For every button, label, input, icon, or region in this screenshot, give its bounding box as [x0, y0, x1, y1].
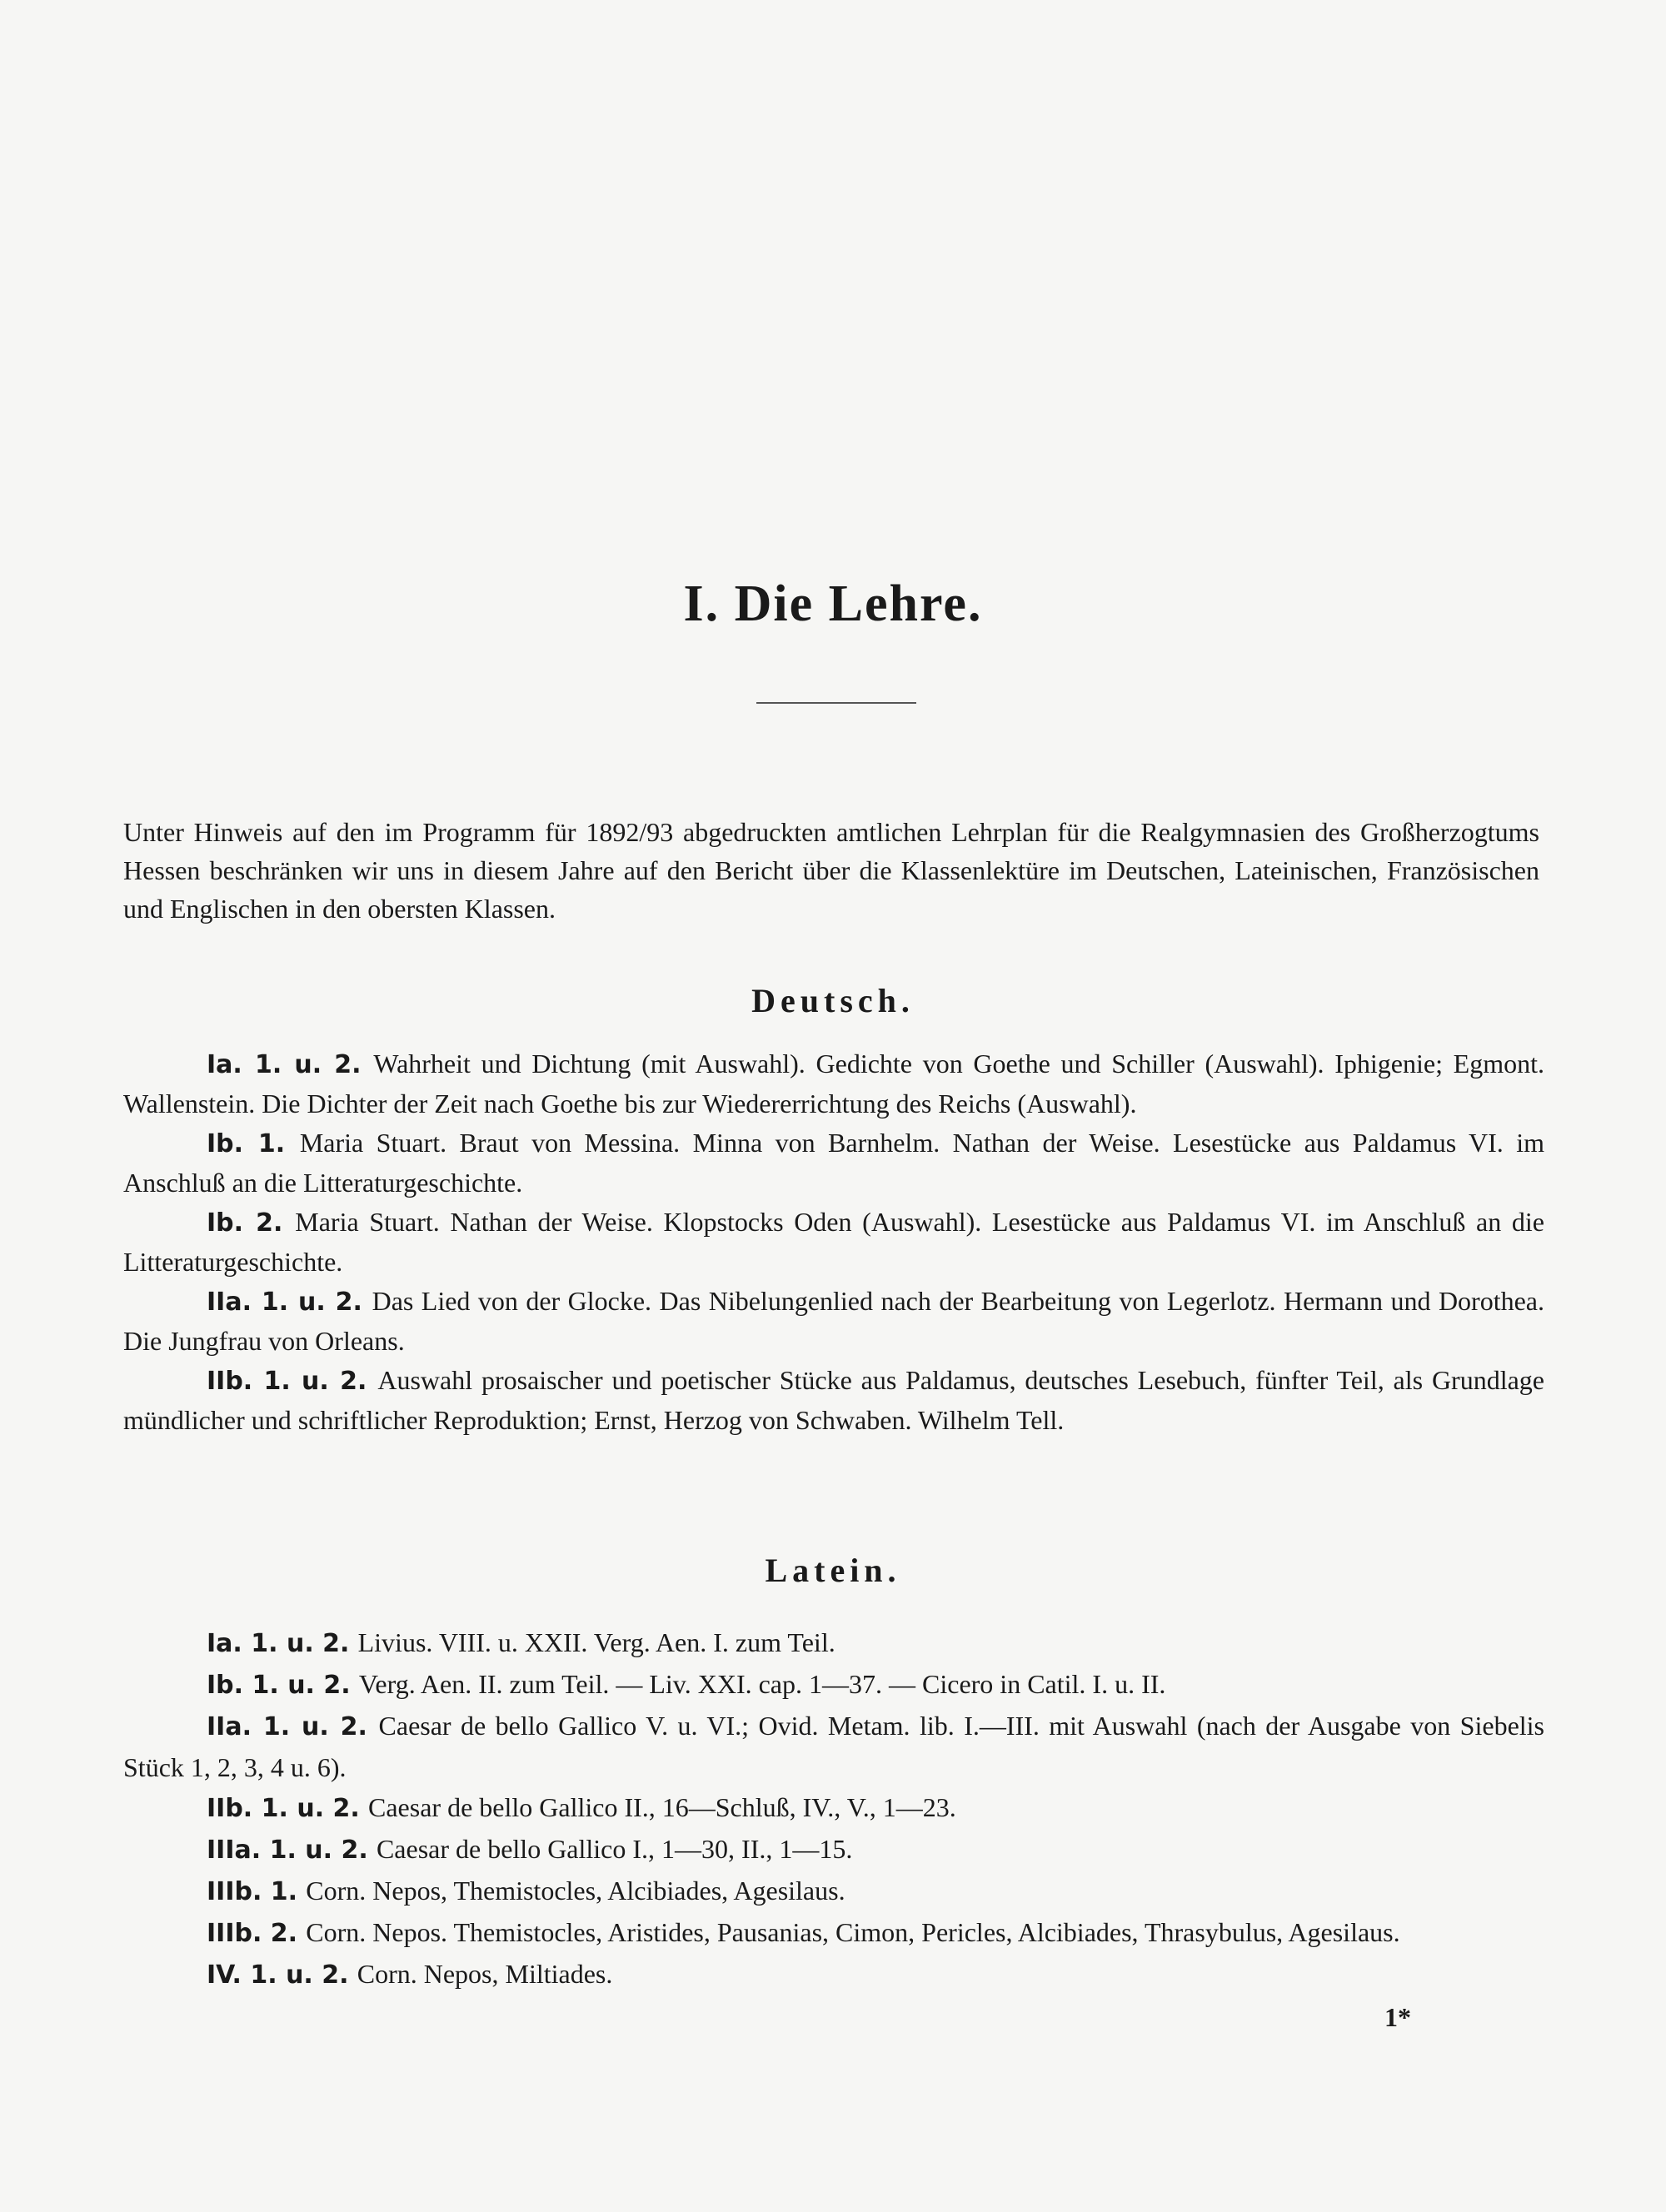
reading-list: Corn. Nepos, Themistocles, Alcibiades, Agesilaus. — [306, 1876, 845, 1906]
class-code: IIIb. 2. — [207, 1919, 298, 1948]
class-code: IIIb. 1. — [207, 1877, 298, 1906]
reading-list: Caesar de bello Gallico I., 1—30, II., 1—15. — [376, 1834, 853, 1864]
class-code: Ia. 1. u. 2. — [207, 1629, 350, 1658]
section-deutsch — [123, 1044, 1544, 1440]
class-code: Ib. 1. u. 2. — [207, 1671, 351, 1700]
reading-list: Corn. Nepos. Themistocles, Aristides, Pausanias, Cimon, Pericles, Alcibiades, Thrasybulus, Agesilaus. — [306, 1917, 1400, 1947]
reading-list: Maria Stuart. Braut von Messina. Minna von Barnhelm. Nathan der Weise. Lesestücke aus Paldamus VI. im Anschluß an die Litteraturgeschichte. — [123, 1128, 1545, 1198]
list-item — [123, 1361, 1544, 1440]
reading-list: Caesar de bello Gallico V. u. VI.; Ovid. Metam. lib. I.—III. mit Auswahl (nach der Ausgabe von Siebelis Stück 1, 2, 3, 4 u. 6). — [123, 1711, 1545, 1782]
section-heading-latein: Latein. — [765, 1552, 901, 1589]
title-divider — [756, 702, 916, 704]
reading-list: Wahrheit und Dichtung (mit Auswahl). Gedichte von Goethe und Schiller (Auswahl). Iphigenie; Egmont. Wallenstein. Die Dichter der Zeit nach Goethe bis zur Wiedererrichtung des Reichs (Auswahl). — [123, 1049, 1544, 1118]
page-title: I. Die Lehre. — [683, 575, 983, 632]
reading-list: Verg. Aen. II. zum Teil. — Liv. XXI. cap. 1—37. — Cicero in Catil. I. u. II. — [358, 1669, 1166, 1699]
list-item — [123, 1123, 1544, 1203]
intro-paragraph: Unter Hinweis auf den im Programm für 1892/93 abgedruckten amtlichen Lehrplan für die Realgymnasien des Großherzogtums Hessen beschränken wir uns in diesem Jahre auf den Bericht über die Klassenlektüre im Deutschen, Lateinischen, Französischen und Englischen in den obersten Klassen. — [123, 817, 1539, 924]
reading-list: Corn. Nepos, Miltiades. — [357, 1959, 613, 1989]
list-item — [123, 1829, 1544, 1871]
class-code: IIb. 1. u. 2. — [207, 1794, 360, 1823]
class-code: IIIa. 1. u. 2. — [207, 1836, 368, 1865]
reading-list: Caesar de bello Gallico II., 16—Schluß, IV., V., 1—23. — [368, 1792, 956, 1822]
class-code: IIa. 1. u. 2. — [207, 1288, 362, 1317]
class-code: IIb. 1. u. 2. — [207, 1367, 367, 1396]
class-code: IIa. 1. u. 2. — [207, 1712, 367, 1741]
reading-list: Auswahl prosaischer und poetischer Stücke aus Paldamus, deutsches Lesebuch, fünfter Teil, als Grundlage mündlicher und schriftlicher Reproduktion; Ernst, Herzog von Schwaben. Wilhelm Tell. — [123, 1365, 1545, 1435]
reading-list: Livius. VIII. u. XXII. Verg. Aen. I. zum Teil. — [357, 1627, 835, 1657]
list-item — [123, 1912, 1544, 1954]
reading-list: Maria Stuart. Nathan der Weise. Klopstocks Oden (Auswahl). Lesestücke aus Paldamus VI. im Anschluß an die Litteraturgeschichte. — [123, 1207, 1545, 1277]
list-item — [123, 1954, 1544, 1995]
reading-list: Das Lied von der Glocke. Das Nibelungenlied nach der Bearbeitung von Legerlotz. Hermann und Dorothea. Die Jungfrau von Orleans. — [123, 1286, 1545, 1356]
list-item — [123, 1787, 1544, 1829]
list-item — [123, 1871, 1544, 1912]
list-item — [123, 1282, 1544, 1361]
class-code: Ia. 1. u. 2. — [207, 1050, 362, 1079]
section-heading-deutsch: Deutsch. — [751, 982, 915, 1019]
page-number: 1* — [1384, 2002, 1411, 2032]
list-item — [123, 1044, 1544, 1123]
section-latein — [123, 1622, 1544, 1995]
list-item — [123, 1664, 1544, 1706]
class-code: IV. 1. u. 2. — [207, 1960, 349, 1990]
list-item — [123, 1203, 1544, 1282]
class-code: Ib. 2. — [207, 1208, 283, 1238]
list-item — [123, 1706, 1544, 1787]
list-item — [123, 1622, 1544, 1664]
class-code: Ib. 1. — [207, 1129, 286, 1158]
